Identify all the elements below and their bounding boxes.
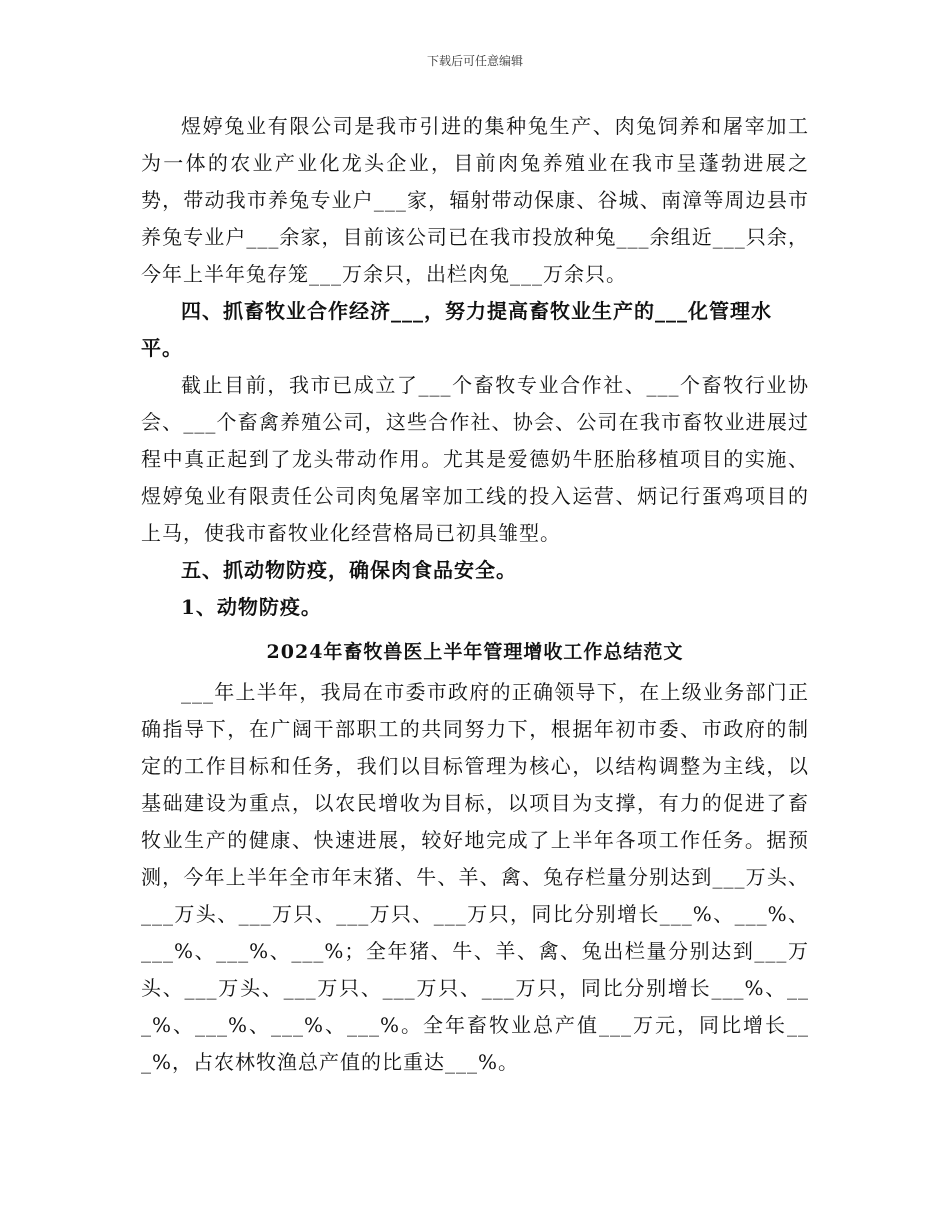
paragraph-rabbit-company: 煜婷兔业有限公司是我市引进的集种兔生产、肉兔饲养和屠宰加工为一体的农业产业化龙头企业，目前肉兔养殖业在我市呈蓬勃进展之势，带动我市养兔专业户___家，辐射带动保康、谷城、南漳等周边县市养兔专业户___余家，目前该公司已在我市投放种兔___余组近___只余，今年上半年兔存笼___万余只，出栏肉兔___万余只。 xyxy=(141,114,809,286)
paragraph-summary: ___年上半年，我局在市委市政府的正确领导下，在上级业务部门正确指导下，在广阔干部职工的共同努力下，根据年初市委、市政府的制定的工作目标和任务，我们以目标管理为核心，以结构调整为主线，以基础建设为重点，以农民增收为目标，以项目为支撑，有力的促进了畜牧业生产的健康、快速进展，较好地完成了上半年各项工作任务。据预测，今年上半年全市年末猪、牛、羊、禽、兔存栏量分别达到___万头、___万头、___万只、___万只、___万只，同比分别增长___%、___%、___%、___%、___%；全年猪、牛、羊、禽、兔出栏量分别达到___万头、___万头、___万只、___万只、___万只，同比分别增长___%、___%、___%、___%、___%。全年畜牧业总产值___万元，同比增长___%，占农林牧渔总产值的比重达___%。 xyxy=(141,680,809,1074)
section-heading-five: 五、抓动物防疫，确保肉食品安全。 xyxy=(181,558,517,582)
subsection-heading-animal-epidemic: 1、动物防疫。 xyxy=(181,595,322,619)
paragraph-cooperatives: 截止目前，我市已成立了___个畜牧专业合作社、___个畜牧行业协会、___个畜禽养殖公司，这些合作社、协会、公司在我市畜牧业进展过程中真正起到了龙头带动作用。尤其是爱德奶牛胚胎移植项目的实施、煜婷兔业有限责任公司肉兔屠宰加工线的投入运营、炳记行蛋鸡项目的上马，使我市畜牧业化经营格局已初具雏型。 xyxy=(141,373,809,545)
document-body xyxy=(141,108,809,1081)
page-header: 下载后可任意编辑 xyxy=(426,54,523,68)
section-heading-four: 四、抓畜牧业合作经济___，努力提高畜牧业生产的___化管理水平。 xyxy=(141,299,772,360)
document-title: 2024年畜牧兽医上半年管理增收工作总结范文 xyxy=(266,641,684,663)
